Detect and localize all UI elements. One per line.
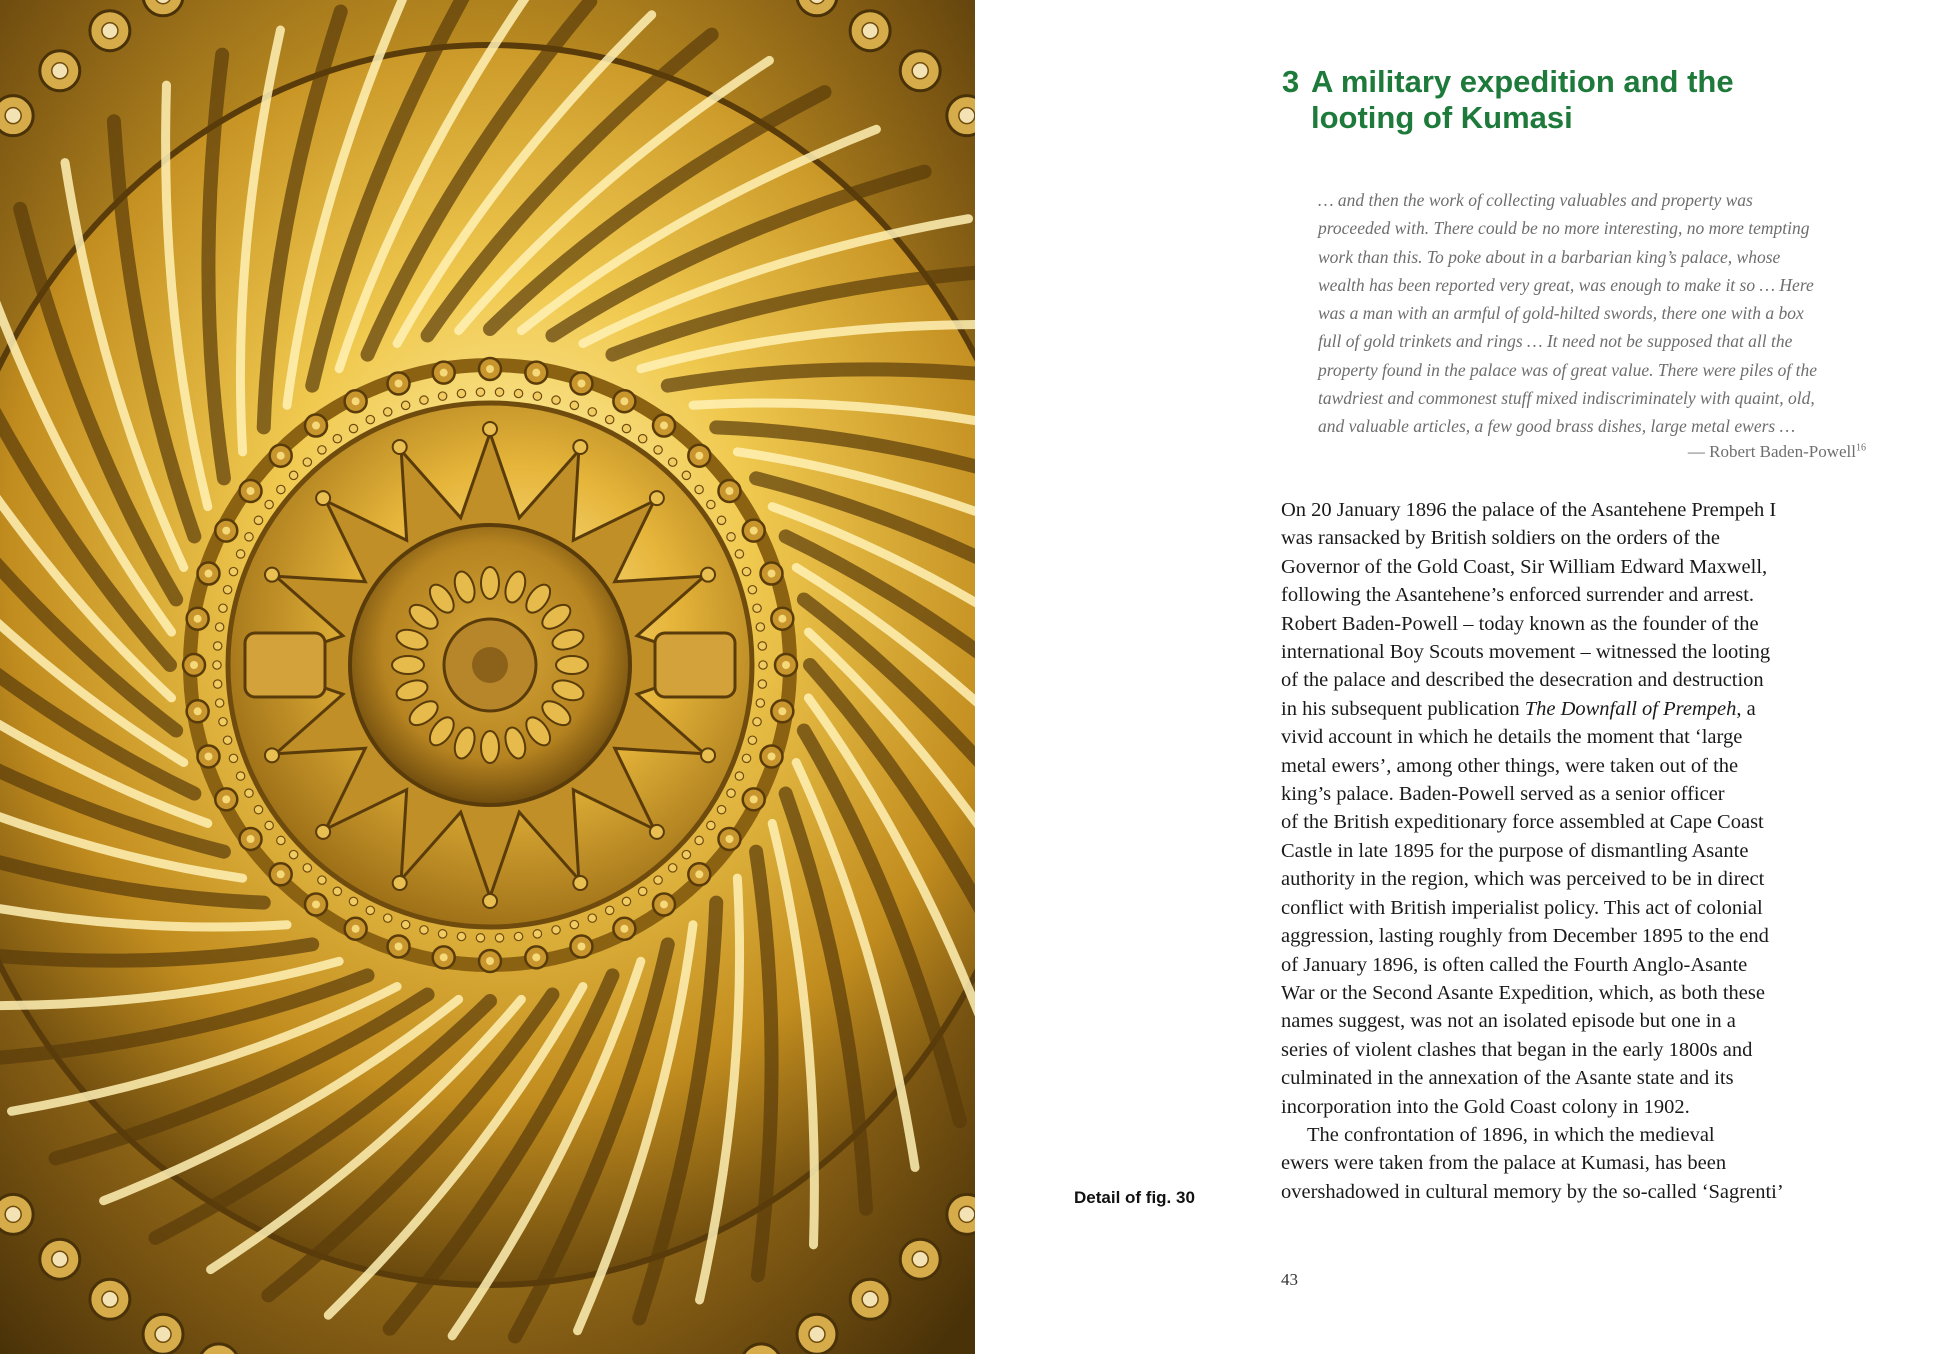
bead <box>384 914 392 922</box>
bead <box>759 661 767 669</box>
star-knob <box>393 876 407 890</box>
star-knob <box>573 876 587 890</box>
bead <box>748 736 756 744</box>
bead <box>605 415 613 423</box>
bead <box>420 396 428 404</box>
star-knob <box>393 440 407 454</box>
bead <box>265 500 273 508</box>
crossbar-left <box>245 633 325 697</box>
star-knob <box>650 825 664 839</box>
bead <box>654 446 662 454</box>
bead <box>333 434 341 442</box>
star-knob <box>316 825 330 839</box>
bead <box>277 485 285 493</box>
bead <box>707 500 715 508</box>
bead <box>748 586 756 594</box>
book-title: The Downfall of Prempeh <box>1524 697 1737 720</box>
bead <box>533 930 541 938</box>
bead <box>514 932 522 940</box>
bead <box>219 604 227 612</box>
paragraph-1-part-a: On 20 January 1896 the palace of the Asantehene Prempeh I was ransacked by British soldiers on the orders of the Governor of the Gold Coast, Sir William Edward Maxwell, following the Asantehene’s enforced surrender and arrest. Robert Baden-Powell – today known as the founder of the international Boy Scouts movement – witnessed the looting of the palace and described the desecration and destruction <box>1281 499 1777 692</box>
star-knob <box>483 422 497 436</box>
bead <box>245 533 253 541</box>
paragraph-1 <box>1281 496 1881 1121</box>
chapter-heading <box>1282 64 1842 136</box>
bead <box>265 821 273 829</box>
paragraph-1-pre-title: in his subsequent publication <box>1281 697 1525 720</box>
bead <box>654 876 662 884</box>
bead <box>742 754 750 762</box>
bead <box>457 932 465 940</box>
bead <box>588 408 596 416</box>
bead <box>570 401 578 409</box>
epigraph-attribution <box>1318 442 1866 462</box>
bead <box>533 392 541 400</box>
bead <box>622 424 630 432</box>
bead <box>638 434 646 442</box>
bead <box>289 471 297 479</box>
crossbar-right <box>655 633 735 697</box>
bead <box>717 516 725 524</box>
bead <box>476 934 484 942</box>
rosette-petal <box>481 731 499 763</box>
bead <box>223 586 231 594</box>
page-number: 43 <box>1281 1270 1298 1289</box>
rosette-petal <box>392 656 424 674</box>
footnote-marker: 16 <box>1856 442 1866 454</box>
bead <box>213 680 221 688</box>
bead <box>753 718 761 726</box>
bead <box>213 642 221 650</box>
bead <box>727 533 735 541</box>
star-knob <box>265 568 279 582</box>
bead <box>605 906 613 914</box>
bead <box>735 772 743 780</box>
epigraph-text: … and then the work of collecting valuables and property was proceeded with. There could be no more interesting, no more tempting work than this. To poke about in a barbarian king’s palace, whose wealth has been reported very great, was enough to make it so … Here was a man with an armful of gold-hilted swords, there one with a box full of gold trinkets and rings … It need not be supposed that all the property found in the palace was of great value. There were piles of the tawdriest and commonest stuff mixed indiscriminately with quaint, old, and valuable articles, a few good brass dishes, large metal ewers … <box>1318 190 1817 437</box>
bead <box>213 661 221 669</box>
bead <box>303 864 311 872</box>
bead <box>495 388 503 396</box>
bead <box>735 550 743 558</box>
bead <box>254 805 262 813</box>
figure-caption: Detail of fig. 30 <box>1074 1188 1195 1207</box>
bead <box>570 920 578 928</box>
bead <box>318 446 326 454</box>
bead <box>366 906 374 914</box>
bead <box>758 642 766 650</box>
bead <box>753 604 761 612</box>
paragraph-1-part-b: vivid account in which he details the moment that ‘large metal ewers’, among other things, were taken out of the king’s palace. Baden-Powell served as a senior officer of the British expeditionary force assembled at Cape Coast Castle in late 1895 for the purpose of dismantling Asante authority in the region, which was perceived to be in direct conflict with British imperialist policy. This act of colonial aggression, lasting roughly from December 1895 to the end of January 1896, is often called the Fourth Anglo-Asante War or the Second Asante Expedition, which, as both these names suggest, was not an isolated episode but one in a series of violent clashes that began in the early 1800s and culminated in the annexation of the Asante state and its incorporation into the Gold Coast colony in 1902. <box>1281 726 1769 1118</box>
bead <box>236 772 244 780</box>
star-knob <box>316 491 330 505</box>
bead <box>318 876 326 884</box>
bead <box>277 836 285 844</box>
bead <box>514 389 522 397</box>
bead <box>588 914 596 922</box>
bead <box>457 389 465 397</box>
paragraph-1-post-title: , a <box>1736 697 1756 720</box>
bead <box>438 392 446 400</box>
bead <box>758 680 766 688</box>
bead <box>384 408 392 416</box>
bead <box>215 623 223 631</box>
bead <box>668 458 676 466</box>
bead <box>401 401 409 409</box>
rosette-petal <box>556 656 588 674</box>
star-knob <box>265 748 279 762</box>
bead <box>682 471 690 479</box>
bead <box>289 850 297 858</box>
bead <box>717 805 725 813</box>
bead <box>742 567 750 575</box>
bead <box>476 388 484 396</box>
bead <box>756 623 764 631</box>
star-knob <box>701 748 715 762</box>
bead <box>420 926 428 934</box>
star-knob <box>483 894 497 908</box>
bead <box>303 458 311 466</box>
bead <box>219 718 227 726</box>
bead <box>366 415 374 423</box>
chapter-title: A military expedition and the looting of Kumasi <box>1311 64 1734 135</box>
bead <box>552 396 560 404</box>
paragraph-2: The confrontation of 1896, in which the medieval ewers were taken from the palace at Kumasi, has been overshadowed in cultural memory by the so-called ‘Sagrenti’ <box>1281 1123 1784 1203</box>
bead <box>229 567 237 575</box>
bead <box>756 699 764 707</box>
attribution-text: — Robert Baden-Powell <box>1687 442 1856 461</box>
bead <box>254 516 262 524</box>
bead <box>695 836 703 844</box>
bead <box>727 789 735 797</box>
epigraph-quote <box>1318 186 1878 441</box>
bead <box>236 550 244 558</box>
bead <box>333 887 341 895</box>
star-knob <box>701 568 715 582</box>
bead <box>229 754 237 762</box>
bead <box>215 699 223 707</box>
bead <box>707 821 715 829</box>
star-knob <box>650 491 664 505</box>
bead <box>552 926 560 934</box>
bead <box>668 864 676 872</box>
body-text <box>1281 496 1881 1206</box>
bead <box>622 897 630 905</box>
bead <box>682 850 690 858</box>
bead <box>401 920 409 928</box>
bead <box>695 485 703 493</box>
bead <box>638 887 646 895</box>
chapter-number: 3 <box>1282 64 1300 99</box>
rosette-petal <box>481 567 499 599</box>
bead <box>438 930 446 938</box>
bead <box>245 789 253 797</box>
star-knob <box>573 440 587 454</box>
bead <box>349 897 357 905</box>
bead <box>349 424 357 432</box>
bead <box>495 934 503 942</box>
bead <box>223 736 231 744</box>
